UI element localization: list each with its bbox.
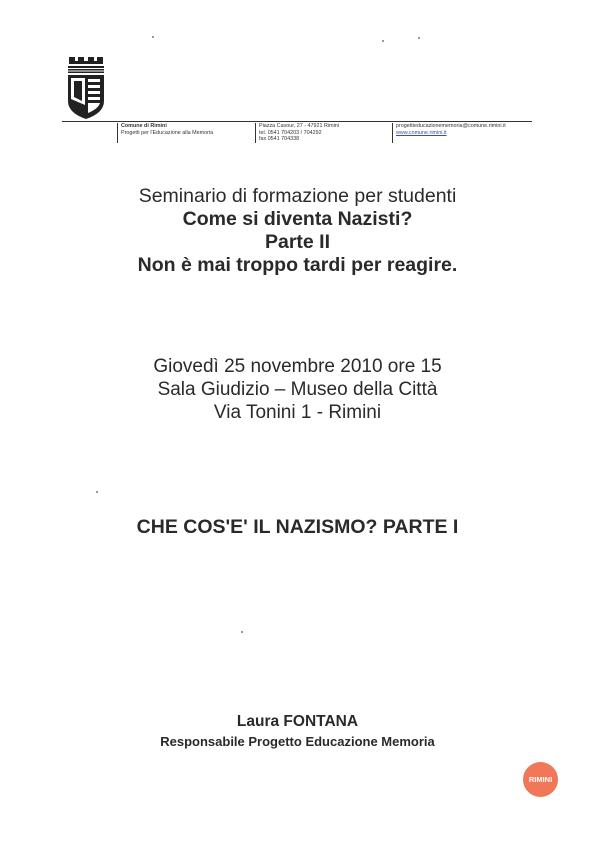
header-contact-column bbox=[392, 123, 506, 143]
lecture-topic: CHE COS'E' IL NAZISMO? PARTE I bbox=[136, 516, 459, 538]
org-website-link[interactable]: www.comune.rimini.it bbox=[396, 129, 447, 136]
org-phone: tel. 0541 704203 / 704292 bbox=[259, 129, 322, 136]
org-department: Progetti per l'Educazione alla Memoria bbox=[121, 129, 214, 136]
org-address: Piazza Cavour, 27 - 47921 Rimini bbox=[259, 123, 340, 129]
author-name: Laura FONTANA bbox=[236, 713, 359, 730]
rimini-badge-logo: RIMINI bbox=[523, 762, 558, 797]
org-fax: fax 0541 704338 bbox=[259, 136, 300, 143]
header-divider bbox=[62, 121, 532, 122]
seminar-title: Come si diventa Nazisti? bbox=[182, 208, 413, 230]
event-details-block bbox=[0, 355, 595, 424]
rimini-coat-of-arms-logo bbox=[66, 57, 106, 119]
org-name: Comune di Rimini bbox=[121, 123, 167, 129]
author-role: Responsabile Progetto Educazione Memoria bbox=[160, 734, 435, 749]
seminar-subtitle: Seminario di formazione per studenti bbox=[138, 185, 457, 207]
scan-speck bbox=[382, 40, 384, 42]
scan-speck bbox=[241, 631, 243, 633]
scan-speck bbox=[418, 37, 420, 39]
seminar-part: Parte II bbox=[264, 231, 331, 253]
header-org-column bbox=[117, 123, 213, 143]
org-email[interactable]: progettieducazionememoria@comune.rimini.it bbox=[396, 123, 506, 129]
scan-speck bbox=[96, 491, 98, 493]
event-date: Giovedì 25 novembre 2010 ore 15 bbox=[153, 356, 442, 377]
scan-speck bbox=[152, 36, 154, 38]
seminar-title-block bbox=[0, 185, 595, 277]
header-address-column bbox=[255, 123, 339, 143]
seminar-tagline: Non è mai troppo tardi per reagire. bbox=[137, 254, 458, 276]
event-address: Via Tonini 1 - Rimini bbox=[213, 402, 382, 423]
event-venue: Sala Giudizio – Museo della Città bbox=[157, 379, 438, 400]
